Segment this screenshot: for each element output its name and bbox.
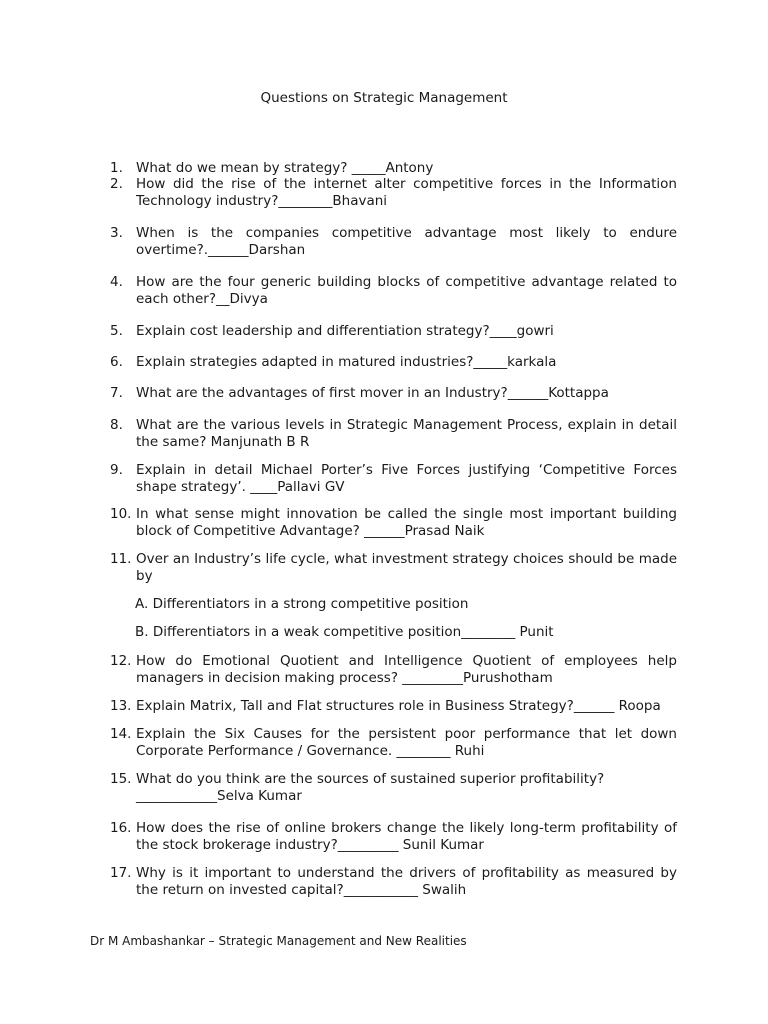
question-text: How do Emotional Quotient and Intelligence Quotient of employees help managers in decision making process? _________Purushotham: [136, 653, 677, 686]
sub-item: A. Differentiators in a strong competitive position: [135, 596, 469, 612]
question-number: 8.: [110, 417, 123, 433]
question-text: Explain in detail Michael Porter’s Five Forces justifying ‘Competitive Forces shape strategy’. ____Pallavi GV: [136, 462, 677, 495]
question-number: 14.: [110, 726, 132, 742]
question-number: 5.: [110, 323, 123, 339]
question-text: What are the advantages of first mover in an Industry?______Kottappa: [136, 385, 609, 401]
question-number: 16.: [110, 820, 132, 836]
question-item: [110, 698, 677, 715]
question-text: Explain strategies adapted in matured industries?_____karkala: [136, 354, 557, 370]
question-number: 9.: [110, 462, 123, 478]
question-item: [110, 274, 677, 308]
question-item: [110, 506, 677, 540]
question-text: Explain cost leadership and differentiation strategy?____gowri: [136, 323, 554, 339]
question-item: [110, 323, 677, 340]
question-text: When is the companies competitive advantage most likely to endure overtime?.______Darshan: [136, 225, 677, 258]
question-number: 10.: [110, 506, 132, 522]
question-number: 4.: [110, 274, 123, 290]
question-item: [110, 551, 677, 585]
question-text: What do you think are the sources of sustained superior profitability? ____________Selva Kumar: [136, 771, 605, 804]
question-number: 13.: [110, 698, 132, 714]
question-text: What are the various levels in Strategic Management Process, explain in detail the same? Manjunath B R: [136, 417, 677, 450]
document-title: Questions on Strategic Management: [260, 90, 508, 106]
question-item: [110, 820, 677, 854]
question-text: How are the four generic building blocks of competitive advantage related to each other?__Divya: [136, 274, 677, 307]
question-number: 11.: [110, 551, 132, 567]
question-number: 17.: [110, 865, 132, 881]
question-text: How did the rise of the internet alter competitive forces in the Information Technology industry?________Bhavani: [136, 176, 677, 209]
question-text: Why is it important to understand the drivers of profitability as measured by the return on invested capital?___________ Swalih: [136, 865, 677, 898]
question-item: [110, 385, 677, 402]
question-item: [110, 225, 677, 259]
question-text: In what sense might innovation be called the single most important building block of Competitive Advantage? ______Prasad Naik: [136, 506, 677, 539]
question-number: 3.: [110, 225, 123, 241]
question-number: 1.: [110, 160, 123, 176]
question-text: How does the rise of online brokers change the likely long-term profitability of the stock brokerage industry?_________ Sunil Kumar: [136, 820, 677, 853]
page-footer: Dr M Ambashankar – Strategic Management and New Realities: [90, 934, 467, 948]
question-number: 15.: [110, 771, 132, 787]
question-number: 12.: [110, 653, 132, 669]
question-item: [110, 417, 677, 451]
question-text: Over an Industry’s life cycle, what investment strategy choices should be made by: [136, 551, 677, 584]
question-text: What do we mean by strategy? _____Antony: [136, 160, 434, 176]
question-item: [110, 726, 677, 760]
question-item: [110, 771, 677, 805]
sub-item: B. Differentiators in a weak competitive position________ Punit: [135, 624, 554, 640]
question-item: [110, 462, 677, 496]
question-number: 7.: [110, 385, 123, 401]
question-item: [110, 176, 677, 210]
question-item: [110, 653, 677, 687]
question-text: Explain Matrix, Tall and Flat structures role in Business Strategy?______ Roopa: [136, 698, 661, 714]
question-number: 2.: [110, 176, 123, 192]
question-number: 6.: [110, 354, 123, 370]
question-item: [110, 354, 677, 371]
question-item: [110, 160, 677, 177]
question-item: [110, 865, 677, 899]
question-text: Explain the Six Causes for the persistent poor performance that let down Corporate Performance / Governance. ________ Ruhi: [136, 726, 677, 759]
